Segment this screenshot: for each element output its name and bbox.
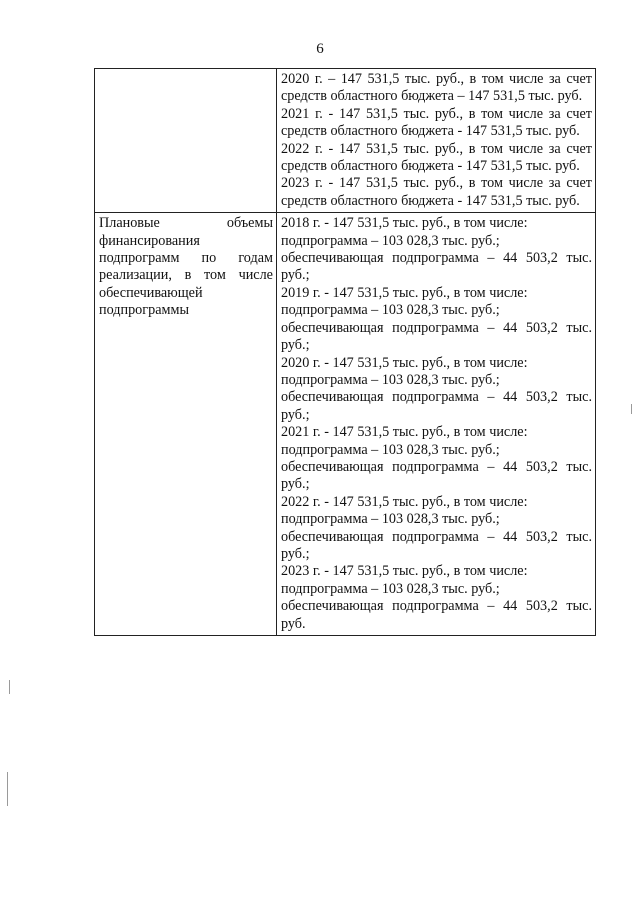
year-total: 2023 г. - 147 531,5 тыс. руб., в том числе:: [280, 563, 528, 580]
year-block-2018: [281, 215, 592, 285]
year-block-2019: [281, 285, 592, 355]
table-row: [95, 213, 596, 636]
funding-paragraph-2023: 2023 г. - 147 531,5 тыс. руб., в том числе за счет средств областного бюджета - 147 531,5 тыс. руб.: [280, 175, 592, 209]
subprogram-amount: подпрограмма – 103 028,3 тыс. руб.;: [280, 511, 500, 528]
subprogram-amount: подпрограмма – 103 028,3 тыс. руб.;: [280, 441, 500, 458]
support-subprogram-amount: обеспечивающая подпрограмма – 44 503,2 тыс. руб.;: [280, 319, 592, 354]
label-line: финансирования: [99, 232, 200, 249]
funding-paragraph-2022: 2022 г. - 147 531,5 тыс. руб., в том числе за счет средств областного бюджета - 147 531,5 тыс. руб.: [280, 140, 592, 175]
support-subprogram-amount: обеспечивающая подпрограмма – 44 503,2 тыс. руб.;: [280, 389, 592, 423]
funding-table: [94, 68, 596, 636]
year-total: 2018 г. - 147 531,5 тыс. руб., в том числе:: [280, 215, 528, 232]
label-line: Плановые объемы: [99, 215, 273, 232]
support-subprogram-amount: обеспечивающая подпрограмма – 44 503,2 тыс. руб.;: [280, 528, 592, 562]
subprogram-amount: подпрограмма – 103 028,3 тыс. руб.;: [280, 580, 500, 597]
table-row: [95, 69, 596, 213]
support-subprogram-amount: обеспечивающая подпрограмма – 44 503,2 тыс. руб.: [280, 598, 592, 632]
scan-artifact: [631, 404, 632, 414]
row2-label-cell: [95, 213, 277, 636]
funding-paragraph-2020: 2020 г. – 147 531,5 тыс. руб., в том числе за счет средств областного бюджета – 147 531,5 тыс. руб.: [280, 71, 592, 105]
support-subprogram-amount: обеспечивающая подпрограмма – 44 503,2 тыс. руб.;: [280, 458, 592, 493]
year-block-2021: [281, 424, 592, 494]
year-total: 2022 г. - 147 531,5 тыс. руб., в том числе:: [280, 493, 528, 510]
year-total: 2020 г. - 147 531,5 тыс. руб., в том числе:: [280, 354, 528, 371]
year-total: 2021 г. - 147 531,5 тыс. руб., в том числе:: [280, 424, 528, 441]
row2-right-cell: [276, 213, 595, 636]
subprogram-amount: подпрограмма – 103 028,3 тыс. руб.;: [280, 302, 500, 319]
label-line: обеспечивающей: [99, 284, 203, 301]
label-line: подпрограммы: [99, 302, 189, 319]
year-total: 2019 г. - 147 531,5 тыс. руб., в том числе:: [280, 284, 528, 301]
scan-artifact: [9, 680, 10, 694]
label-line: подпрограмм по годам: [99, 250, 273, 267]
year-block-2020: [281, 355, 592, 425]
subprogram-amount: подпрограмма – 103 028,3 тыс. руб.;: [280, 371, 500, 388]
row1-left-cell: [95, 69, 277, 213]
support-subprogram-amount: обеспечивающая подпрограмма – 44 503,2 тыс. руб.;: [280, 250, 592, 284]
year-block-2022: [281, 494, 592, 564]
funding-paragraph-2021: 2021 г. - 147 531,5 тыс. руб., в том числе за счет средств областного бюджета - 147 531,5 тыс. руб.: [280, 105, 592, 140]
year-block-2023: [281, 563, 592, 633]
page-number: 6: [316, 41, 324, 57]
scan-artifact: [7, 772, 8, 806]
row1-right-cell: [276, 69, 595, 213]
subprogram-amount: подпрограмма – 103 028,3 тыс. руб.;: [280, 232, 500, 249]
label-line: реализации, в том числе: [99, 267, 273, 284]
